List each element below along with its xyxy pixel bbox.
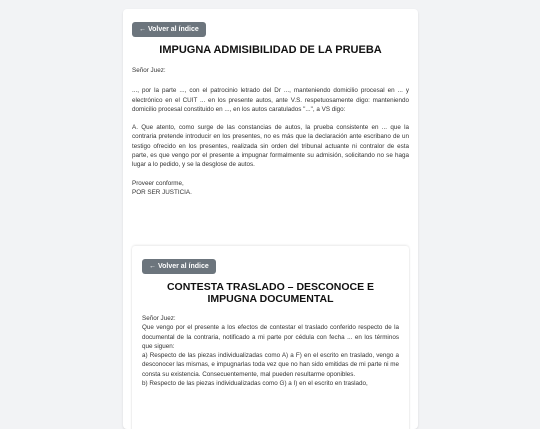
- document-section-impugna-admisibilidad: [132, 18, 409, 197]
- salutation-2: Señor Juez:: [142, 315, 176, 322]
- list-item-b: b) Respecto de las piezas individualizadas como G) a I) en el escrito en traslado,: [142, 380, 368, 388]
- document-section-contesta-traslado: [132, 246, 409, 429]
- back-to-index-button-2[interactable]: ← Volver al índice: [142, 259, 216, 274]
- salutation: Señor Juez:: [132, 67, 166, 74]
- body-paragraph: A. Que atento, como surge de las constancias de autos, la prueba consistente en ... que la contraria pretende introducir en los presentes, no es más que la declaración ante escribano de un testigo ofrecido en los presentes, realizada sin orden del tribunal actuante ni contralor de esta parte, es que vengo por el presente a impugnar formalmente su admisión, solicitando no se haga lugar a lo pedido, y se la desglose de autos.: [132, 124, 409, 169]
- document-title-2: CONTESTA TRASLADO – DESCONOCE E IMPUGNA DOCUMENTAL: [166, 281, 375, 305]
- intro-paragraph-2: Que vengo por el presente a los efectos de contestar el traslado conferido respecto de la documental de la contraria, notificado a mi parte por cédula con fecha ... en los términos que siguen:: [142, 324, 399, 350]
- document-title: IMPUGNA ADMISIBILIDAD DE LA PRUEBA: [159, 44, 382, 56]
- intro-paragraph: ..., por la parte ..., con el patrocinio letrado del Dr ..., manteniendo domicilio procesal en ... y electrónico en el CUIT ... en los presente autos, ante V.S. respetuosamente digo: manteniendo domicilio procesal constituido en ..., en los autos caratulados "...", a VS digo:: [132, 87, 409, 113]
- closing-line: Proveer conforme,: [132, 179, 184, 187]
- closing-justicia: POR SER JUSTICIA.: [132, 188, 192, 196]
- document-card: [123, 9, 418, 429]
- list-item-a: a) Respecto de las piezas individualizadas como A) a F) en el escrito en traslado, vengo a desconocer las mismas, e impugnarlas toda vez que no han sido emitidas de mi parte ni me consta su existencia. Consecuentemente, mal pueden resultarme oponibles.: [142, 352, 399, 378]
- back-to-index-button[interactable]: ← Volver al índice: [132, 22, 206, 37]
